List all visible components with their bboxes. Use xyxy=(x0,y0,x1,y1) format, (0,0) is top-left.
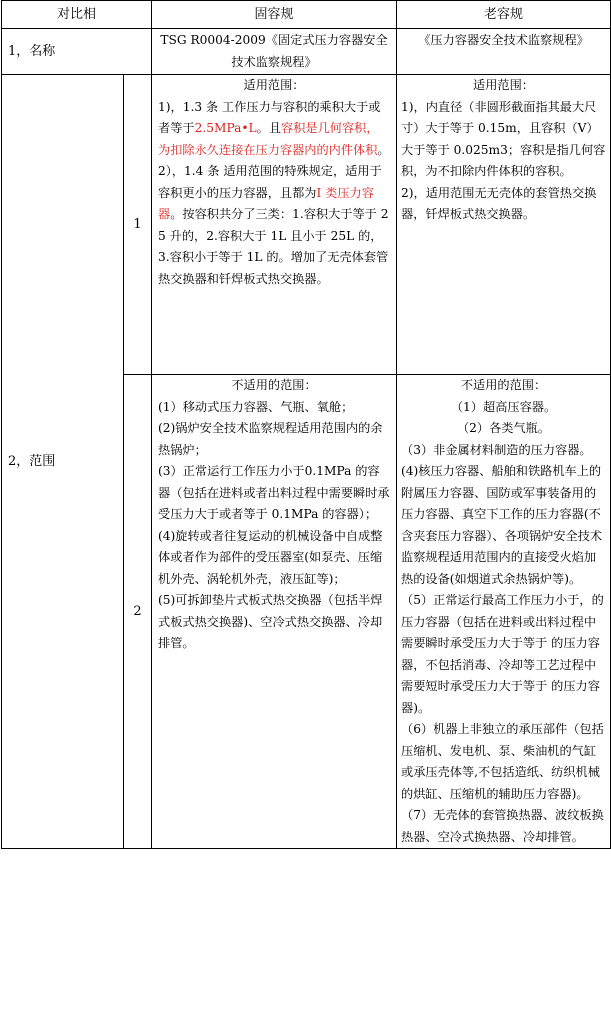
sub2-new-title: 不适用的范围： xyxy=(231,378,317,392)
sub2-old-item: (4)核压力容器、船舶和铁路机车上的附属压力容器、国防或军事装备用的压力容器、真空下工作的压力容器(不含夹套压力容器）、各项锅炉安全技术监察规程适用范围内的直接受火焰加热的设备(如烟道式余热锅炉等)。 xyxy=(401,464,603,586)
sub2-old-title: 不适用的范围： xyxy=(460,378,547,392)
sub2-old-item: （1）超高压容器。 xyxy=(450,399,557,414)
row-name-old: 《压力容器安全技术监察规程》 xyxy=(397,29,611,75)
sub1-old-para1: 1)，内直径（非圆形截面指其最大尺寸）大于等于 0.15m，且容积（V）大于等于 0.025m3；容积是指几何容积，为不扣除内件体积的容积。 xyxy=(401,99,606,178)
row-scope-label: 2，范围 xyxy=(2,75,124,849)
sub2-old-item: （5）正常运行最高工作压力小于，的压力容器（包括在进料或出料过程中需要瞬时承受压力大于等于 的压力容器，不包括消毒、冷却等工艺过程中需要短时承受压力大于等于 的压力容器)。 xyxy=(401,593,604,715)
sub1-new-p2-red: I 类压力容器 xyxy=(158,185,374,221)
row-name-label: 1，名称 xyxy=(2,29,152,75)
sub1-new-p2-b: 。按容积共分了三类：1.容积大于等于 25 升的，2.容积大于 1L 且小于 25L 的，3.容积小于等于 1L 的。增加了无壳体套管热交换器和钎焊板式热交换器。 xyxy=(158,207,389,286)
sub1-new-para2 xyxy=(158,161,390,290)
header-new-reg: 固容规 xyxy=(152,1,397,29)
sub1-old-title: 适用范围： xyxy=(473,78,534,92)
sub2-old-item: （7）无壳体的套管换热器、波纹板换热器、空冷式换热器、冷却排管。 xyxy=(401,808,604,844)
sub1-new-cell xyxy=(152,75,397,375)
sub2-new-item: (1）移动式压力容器、气瓶、氧舱； xyxy=(158,399,354,414)
row-scope-sub1 xyxy=(2,75,611,375)
sub2-new-item: (2)锅炉安全技术监察规程适用范围内的余热锅炉； xyxy=(158,421,383,457)
sub2-new-item: (3）正常运行工作压力小于0.1MPa 的容器（包括在进料或者出料过程中需要瞬时承受压力大于或者等于 0.1MPa 的容器）； xyxy=(158,464,390,521)
row-name xyxy=(2,29,611,75)
sub1-new-p1-c: 。 xyxy=(377,142,390,157)
sub2-old-item: （6）机器上非独立的承压部件（包括压缩机、发电机、泵、柴油机的气缸或承压壳体等,不包括造纸、纺织机械的烘缸、压缩机的辅助压力容器)。 xyxy=(401,722,604,801)
sub1-number: 1 xyxy=(124,75,152,375)
header-row xyxy=(2,1,611,29)
header-old-reg: 老容规 xyxy=(397,1,611,29)
sub1-new-p1-a: 1)，1.3 条 工作压力与容积的乘积大于或者等于 xyxy=(158,99,381,135)
sub2-old-item: （3）非金属材料制造的压力容器。 xyxy=(401,442,592,457)
sub1-old-para2: 2)，适用范围无无壳体的套管热交换器，钎焊板式热交换器。 xyxy=(401,185,597,221)
sub1-new-p1-b: 。且 xyxy=(256,121,282,135)
sub1-new-p1-red2: 容积是几何容积，为扣除永久连接在压力容器内的内件体积 xyxy=(158,121,379,157)
sub2-old-cell xyxy=(397,375,611,849)
sub1-new-title: 适用范围： xyxy=(243,78,305,92)
sub2-new-cell xyxy=(152,375,397,849)
comparison-table xyxy=(1,0,611,849)
sub2-new-item: (4)旋转或者往复运动的机械设备中自成整体或者作为部件的受压器室(如泵壳、压缩机外壳、涡轮机外壳，液压缸等)； xyxy=(158,528,383,586)
sub1-new-p2-a: 2），1.4 条 适用范围的特殊规定，适用于容积更小的压力容器，且都为 xyxy=(158,164,382,200)
header-compare: 对比相 xyxy=(2,1,152,29)
sub2-old-item: （2）各类气瓶。 xyxy=(456,421,551,435)
sub1-old-cell xyxy=(397,75,611,375)
sub1-new-p1-red1: 2.5MPa•L xyxy=(194,121,257,135)
row-name-new: TSG R0004-2009《固定式压力容器安全技术监察规程》 xyxy=(152,29,397,75)
sub2-new-item: (5)可拆卸垫片式板式热交换器（包括半焊式板式热交换器)、空冷式热交换器、冷却排管。 xyxy=(158,593,383,650)
sub2-number: 2 xyxy=(124,375,152,849)
sub1-new-para1 xyxy=(158,97,390,162)
